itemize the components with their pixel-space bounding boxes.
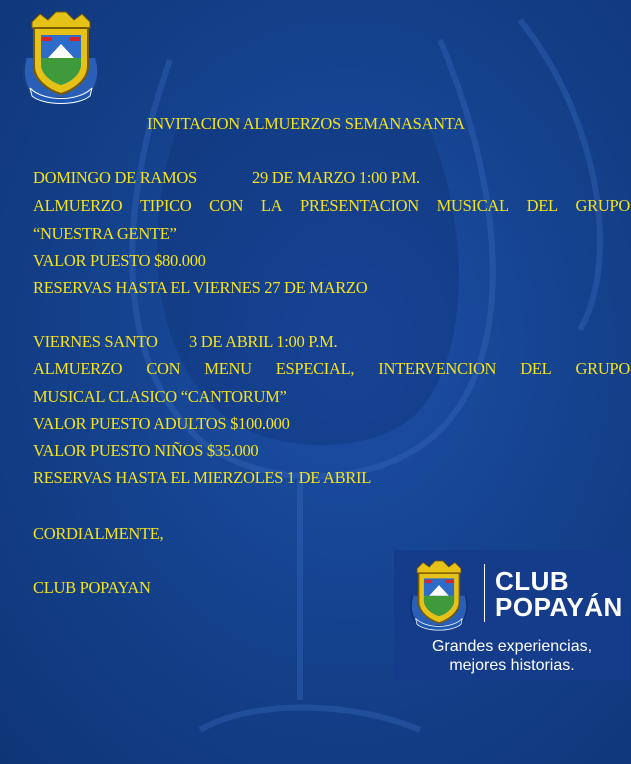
word: PRESENTACION <box>300 196 419 215</box>
word: ALMUERZO <box>33 196 123 215</box>
event2-datetime: 3 DE ABRIL 1:00 P.M. <box>189 332 338 351</box>
page-title: INVITACION ALMUERZOS SEMANASANTA <box>147 114 465 133</box>
word: CON <box>209 196 244 215</box>
event1-reservation: RESERVAS HASTA EL VIERNES 27 DE MARZO <box>33 278 368 297</box>
club-logo <box>394 550 630 680</box>
word: DEL <box>526 196 558 215</box>
word: GRUPO <box>575 196 630 215</box>
logo-divider <box>484 564 485 622</box>
event2-description-line2: MUSICAL CLASICO “CANTORUM” <box>33 387 287 406</box>
logo-tagline-line1: Grandes experiencias, <box>431 638 593 655</box>
coat-of-arms-icon <box>406 558 472 632</box>
signature-text: CLUB POPAYAN <box>33 578 151 597</box>
logo-word-club: CLUB <box>495 566 570 596</box>
event2-price-adults: VALOR PUESTO ADULTOS $100.000 <box>33 414 290 433</box>
logo-word-popayan: POPAYÁN <box>495 592 623 622</box>
word: ALMUERZO <box>33 359 123 378</box>
word: GRUPO <box>575 359 630 378</box>
closing-text: CORDIALMENTE, <box>33 524 164 543</box>
word: ESPECIAL, <box>275 359 355 378</box>
event2-price-kids: VALOR PUESTO NIÑOS $35.000 <box>33 441 259 460</box>
event1-price: VALOR PUESTO $80.000 <box>33 251 206 270</box>
coat-of-arms-icon <box>18 8 104 106</box>
logo-tagline-line2: mejores historias. <box>449 657 575 674</box>
event2-day: VIERNES SANTO <box>33 332 158 351</box>
event1-datetime: 29 DE MARZO 1:00 P.M. <box>252 168 420 187</box>
event1-description-line1 <box>33 196 630 216</box>
word: MUSICAL <box>436 196 509 215</box>
word: DEL <box>520 359 552 378</box>
word: CON <box>146 359 181 378</box>
event1-day: DOMINGO DE RAMOS <box>33 168 197 187</box>
word: MENU <box>204 359 252 378</box>
word: TIPICO <box>140 196 192 215</box>
word: LA <box>260 196 283 215</box>
event1-description-line2: “NUESTRA GENTE” <box>33 224 177 243</box>
event2-reservation: RESERVAS HASTA EL MIERZOLES 1 DE ABRIL <box>33 468 371 487</box>
event2-description-line1 <box>33 359 630 379</box>
word: INTERVENCION <box>378 359 497 378</box>
